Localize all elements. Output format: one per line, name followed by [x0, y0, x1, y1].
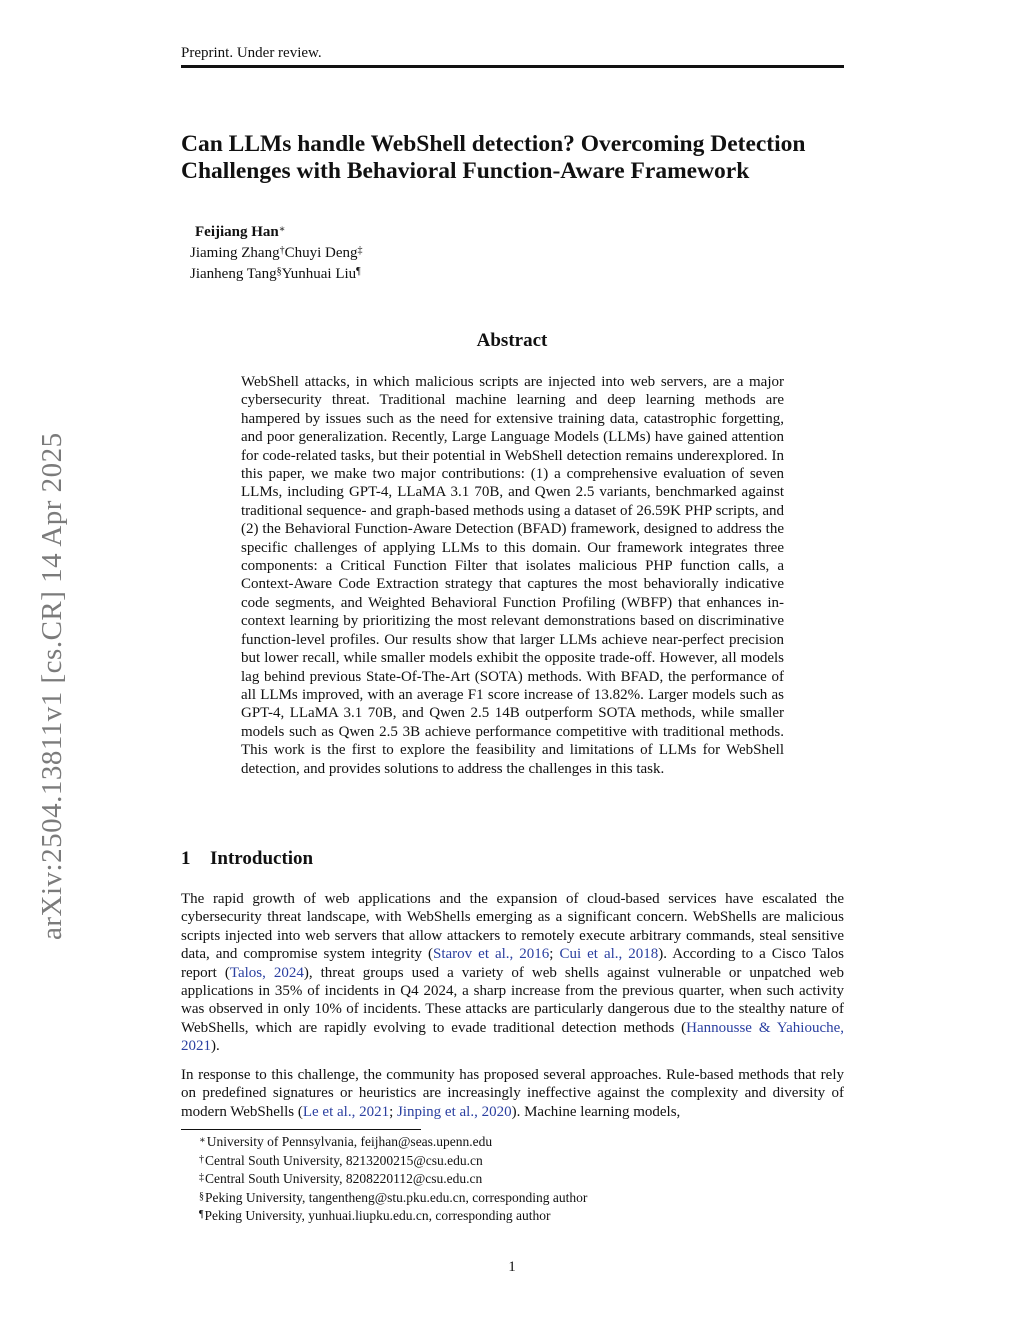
author-name: Chuyi Deng	[284, 245, 358, 261]
affiliation-mark: ‡	[357, 245, 363, 256]
section-number: 1	[181, 848, 191, 869]
running-header: Preprint. Under review.	[181, 45, 322, 61]
header-rule	[181, 65, 844, 68]
author-name: Jianheng Tang	[190, 266, 277, 282]
footnotes	[199, 1133, 587, 1226]
citation-link[interactable]: Le et al., 2021	[302, 1103, 390, 1120]
paragraph-text: ). According to a Cisco Talos report (	[181, 946, 844, 981]
footnote-mark: §	[199, 1190, 204, 1202]
abstract-heading: Abstract	[476, 330, 548, 351]
author-name: Feijiang Han	[195, 224, 279, 240]
paragraph-text: ).	[211, 1038, 220, 1055]
footnote-text: University of Pennsylvania, feijhan@seas.upenn.edu	[206, 1134, 493, 1149]
author-block	[190, 222, 363, 285]
page-number: 1	[508, 1259, 516, 1275]
arxiv-stamp	[32, 355, 72, 940]
paragraph-text: The rapid growth of web applications and the expansion of cloud-based services have escalated the cybersecurity threat landscape, with WebShells emerging as a significant concern. WebShells are malicious scripts injected into web servers that allow attackers to remotely execute arbitrary commands, steal sensitive data, and compromise system integrity (	[181, 891, 844, 963]
footnote	[199, 1152, 587, 1171]
footnote-text: Peking University, yunhuai.liupku.edu.cn, corresponding author	[204, 1208, 551, 1224]
affiliation-mark: ¶	[356, 266, 361, 277]
intro-paragraph	[181, 890, 844, 1056]
footnote	[199, 1170, 587, 1189]
citation-link[interactable]: Talos, 2024	[229, 964, 304, 981]
affiliation-mark: †	[279, 245, 285, 256]
footnote-mark: ¶	[199, 1209, 204, 1221]
citation-link[interactable]: Starov et al., 2016	[433, 946, 550, 963]
intro-paragraph	[181, 1066, 844, 1121]
author-name: Jiaming Zhang	[190, 245, 280, 261]
footnote-text: Central South University, 8208220112@csu.edu.cn	[205, 1171, 483, 1187]
footnote-rule	[181, 1129, 421, 1130]
paper-title: Can LLMs handle WebShell detection? Overcoming Detection Challenges with Behavioral Function-Aware Framework	[181, 131, 806, 184]
affiliation-mark: ∗	[278, 224, 286, 235]
section-title: Introduction	[210, 848, 314, 869]
affiliation-mark: §	[276, 266, 282, 277]
footnote-text: Peking University, tangentheng@stu.pku.edu.cn, corresponding author	[205, 1189, 588, 1205]
abstract-text: WebShell attacks, in which malicious scripts are injected into web servers, are a major cybersecurity threat. Traditional machine learning and deep learning methods are hampered by issues such as the need for extensive training data, catastrophic forgetting, and poor generalization. Recently, Large Language Models (LLMs) have gained attention for code-related tasks, but their potential in WebShell detection remains underexplored. In this paper, we make two major contributions: (1) a comprehensive evaluation of seven LLMs, including GPT-4, LLaMA 3.1 70B, and Qwen 2.5 variants, benchmarked against traditional sequence- and graph-based methods using a dataset of 26.59K PHP scripts, and (2) the Behavioral Function-Aware Detection (BFAD) framework, designed to address the specific challenges of applying LLMs to this domain. Our framework integrates three components: a Critical Function Filter that isolates malicious PHP function calls, a Context-Aware Code Extraction strategy that captures the most behaviorally indicative code segments, and Weighted Behavioral Function Profiling (WBFP) that enhances in-context learning by prioritizing the most relevant demonstrations based on discriminative function-level profiles. Our results show that larger LLMs achieve near-perfect precision but lower recall, while smaller models exhibit the opposite trade-off. However, all models lag behind previous State-Of-The-Art (SOTA) methods. With BFAD, the performance of all LLMs improved, with an average F1 score increase of 13.82%. Larger models such as GPT-4, LLaMA 3.1 70B, and Qwen 2.5 14B outperform SOTA methods, while smaller models such as Qwen 2.5 3B achieve performance competitive with traditional methods. This work is the first to explore the feasibility and limitations of LLMs for WebShell detection, and provides solutions to address the challenges in this task.	[241, 374, 784, 777]
footnote	[199, 1207, 587, 1226]
citation-link[interactable]: Hannousse & Yahiouche, 2021	[181, 1019, 845, 1055]
paragraph-text: In response to this challenge, the community has proposed several approaches. Rule-based methods that rely on predefined signatures or heuristics are increasingly ineffective against the complexity and diversity of modern WebShells (	[181, 1067, 844, 1120]
author-name: Yunhuai Liu	[281, 266, 357, 282]
arxiv-stamp-text: arXiv:2504.13811v1 [cs.CR] 14 Apr 2025	[36, 432, 68, 940]
paragraph-text: ). Machine learning models,	[511, 1103, 681, 1120]
footnote	[199, 1133, 587, 1152]
paragraph-text: ;	[549, 946, 560, 963]
footnote-text: Central South University, 8213200215@csu.edu.cn	[205, 1152, 483, 1168]
section-heading	[181, 848, 313, 870]
footnote-mark: ∗	[199, 1135, 206, 1146]
citation-link[interactable]: Cui et al., 2018	[559, 946, 659, 963]
paragraph-text: ), threat groups used a variety of web shells against vulnerable or unpatched web applications in 35% of incidents in Q4 2024, a sharp increase from the previous quarter, when such activity was observed in only 10% of incidents. These attacks are particularly dangerous due to the stealthy nature of WebShells, which are rapidly evolving to evade traditional detection methods (	[181, 964, 845, 1036]
footnote-mark: ‡	[199, 1172, 204, 1184]
footnote-mark: †	[199, 1153, 204, 1165]
paragraph-text: ;	[389, 1103, 397, 1120]
citation-link[interactable]: Jinping et al., 2020	[397, 1103, 512, 1120]
footnote	[199, 1189, 587, 1208]
